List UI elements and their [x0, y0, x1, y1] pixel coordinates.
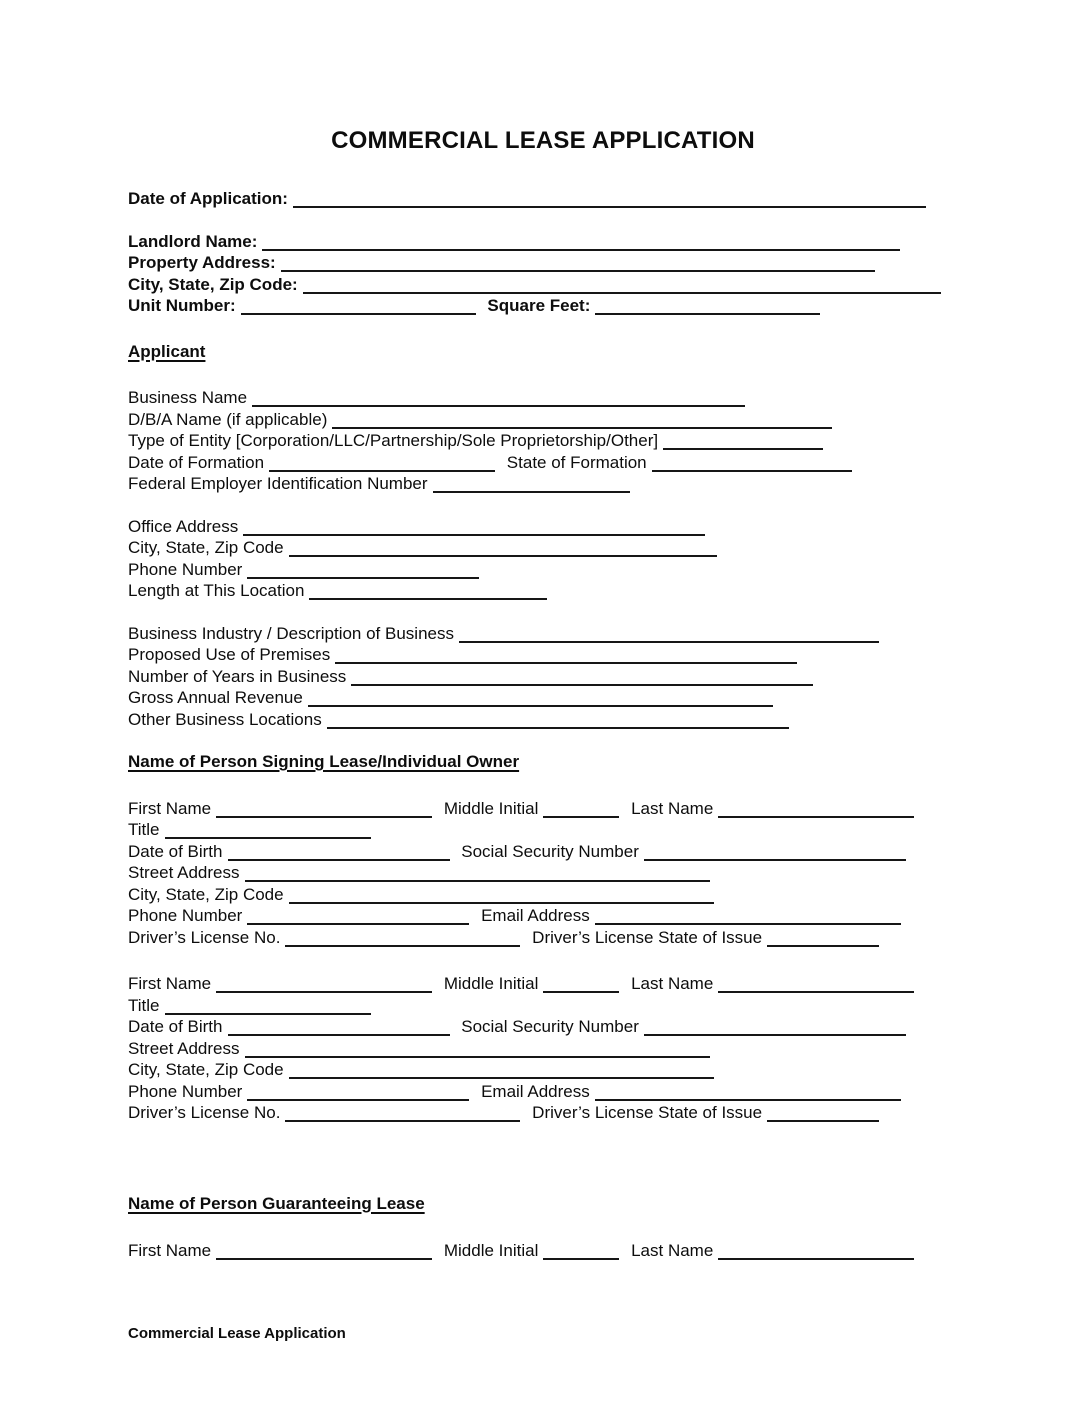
state-of-formation-label: State of Formation [506, 452, 647, 472]
row-years-in-business [128, 666, 1088, 688]
business-identity-group [128, 387, 1088, 495]
ssn-label: Social Security Number [461, 1017, 639, 1036]
length-at-location-label: Length at This Location [128, 581, 305, 600]
row-date-of-application [128, 188, 1088, 210]
signer2-ssn-line[interactable] [644, 1024, 906, 1036]
signer2-middle-initial-line[interactable] [543, 981, 619, 993]
signer1-title-line[interactable] [165, 827, 371, 839]
years-in-business-line[interactable] [351, 674, 813, 686]
landlord-name-line[interactable] [262, 239, 900, 251]
date-of-application-line[interactable] [293, 196, 926, 208]
city-state-zip-label: City, State, Zip Code [128, 1060, 284, 1079]
office-city-state-zip-line[interactable] [289, 545, 717, 557]
dl-no-label: Driver’s License No. [128, 1103, 281, 1122]
office-city-state-zip-label: City, State, Zip Code [128, 538, 284, 557]
signer1-last-name-line[interactable] [718, 806, 914, 818]
signer2-street-address-line[interactable] [245, 1046, 710, 1058]
business-name-label: Business Name [128, 388, 248, 407]
middle-initial-label: Middle Initial [443, 974, 539, 993]
row-signer1-phone-email [128, 905, 1088, 927]
guarantor-section [128, 1193, 1088, 1215]
first-name-label: First Name [128, 798, 212, 818]
length-at-location-line[interactable] [309, 588, 547, 600]
phone-label: Phone Number [128, 906, 243, 925]
signer-block-2 [128, 973, 1088, 1124]
row-property-address [128, 252, 1088, 274]
years-in-business-label: Number of Years in Business [128, 666, 347, 686]
guarantor-first-name-line[interactable] [216, 1248, 432, 1260]
office-group [128, 516, 1088, 602]
row-landlord-name [128, 231, 1088, 253]
signer2-date-of-birth-line[interactable] [228, 1024, 450, 1036]
date-of-formation-label: Date of Formation [128, 452, 265, 472]
unit-number-label: Unit Number: [128, 296, 236, 315]
other-locations-label: Other Business Locations [128, 709, 322, 729]
row-signer2-title [128, 995, 1088, 1017]
signer-heading: Name of Person Signing Lease/Individual Owner [128, 752, 520, 771]
footer-text: Commercial Lease Application [128, 1324, 346, 1342]
landlord-name-label: Landlord Name: [128, 231, 258, 251]
unit-number-line[interactable] [241, 303, 476, 315]
middle-initial-label: Middle Initial [443, 798, 539, 818]
date-of-birth-label: Date of Birth [128, 1017, 223, 1036]
date-of-application-label: Date of Application: [128, 189, 288, 208]
title-label: Title [128, 820, 160, 839]
row-business-industry [128, 623, 1088, 645]
page-footer [128, 1323, 1088, 1345]
row-office-city-state-zip [128, 537, 1088, 559]
row-signer2-dob-ssn [128, 1016, 1088, 1038]
row-other-locations [128, 709, 1088, 731]
email-label: Email Address [481, 1081, 590, 1101]
row-business-name [128, 387, 1088, 409]
signer2-email-line[interactable] [595, 1089, 901, 1101]
signer2-dl-state-line[interactable] [767, 1110, 879, 1122]
business-industry-label: Business Industry / Description of Business [128, 623, 454, 643]
dl-state-label: Driver’s License State of Issue [532, 1103, 763, 1122]
dl-no-label: Driver’s License No. [128, 927, 281, 947]
row-office-address [128, 516, 1088, 538]
first-name-label: First Name [128, 974, 212, 993]
street-address-label: Street Address [128, 1038, 240, 1058]
row-signer1-city-state-zip [128, 884, 1088, 906]
signer2-first-name-line[interactable] [216, 981, 432, 993]
row-city-state-zip [128, 274, 1088, 296]
office-phone-label: Phone Number [128, 559, 243, 579]
city-state-zip-label: City, State, Zip Code [128, 884, 284, 904]
page-title: COMMERCIAL LEASE APPLICATION [331, 127, 755, 154]
row-signer2-phone-email [128, 1081, 1088, 1103]
dl-state-label: Driver’s License State of Issue [532, 927, 763, 947]
row-signer2-city-state-zip [128, 1059, 1088, 1081]
row-signer2-drivers-license [128, 1102, 1088, 1124]
applicant-section [128, 341, 1088, 363]
row-signer1-name [128, 798, 1088, 820]
row-proposed-use [128, 644, 1088, 666]
federal-ein-line[interactable] [433, 481, 630, 493]
signer2-last-name-line[interactable] [718, 981, 914, 993]
signer2-title-line[interactable] [165, 1003, 371, 1015]
phone-label: Phone Number [128, 1081, 243, 1101]
landlord-property-group [128, 231, 1088, 317]
row-signer2-street-address [128, 1038, 1088, 1060]
guarantor-middle-initial-line[interactable] [543, 1248, 619, 1260]
business-name-line[interactable] [252, 395, 745, 407]
row-federal-ein [128, 473, 1088, 495]
signer-block-1 [128, 798, 1088, 949]
state-of-formation-line[interactable] [652, 460, 852, 472]
last-name-label: Last Name [631, 974, 714, 993]
office-phone-line[interactable] [247, 567, 479, 579]
row-gross-annual-revenue [128, 687, 1088, 709]
date-of-birth-label: Date of Birth [128, 841, 223, 861]
row-unit-square-feet [128, 295, 1088, 317]
row-length-at-location [128, 580, 1088, 602]
signer1-email-line[interactable] [595, 913, 901, 925]
last-name-label: Last Name [631, 1241, 714, 1260]
gross-annual-revenue-line[interactable] [308, 695, 773, 707]
signer1-dl-no-line[interactable] [285, 935, 520, 947]
row-dba-name [128, 409, 1088, 431]
proposed-use-label: Proposed Use of Premises [128, 645, 331, 664]
last-name-label: Last Name [631, 798, 714, 818]
square-feet-line[interactable] [595, 303, 820, 315]
other-locations-line[interactable] [327, 717, 789, 729]
ssn-label: Social Security Number [461, 841, 639, 861]
business-industry-line[interactable] [459, 631, 879, 643]
row-type-of-entity [128, 430, 1088, 452]
date-of-formation-line[interactable] [269, 460, 495, 472]
signer1-street-address-line[interactable] [245, 870, 710, 882]
signer2-city-state-zip-line[interactable] [289, 1067, 714, 1079]
dba-name-line[interactable] [332, 417, 832, 429]
type-of-entity-label: Type of Entity [Corporation/LLC/Partnership/Sole Proprietorship/Other] [128, 431, 659, 450]
office-address-line[interactable] [243, 524, 705, 536]
applicant-heading: Applicant [128, 341, 206, 361]
signer1-phone-line[interactable] [247, 913, 469, 925]
property-address-label: Property Address: [128, 253, 276, 272]
signer1-city-state-zip-line[interactable] [289, 892, 714, 904]
signer2-phone-line[interactable] [247, 1089, 469, 1101]
signer1-date-of-birth-line[interactable] [228, 849, 450, 861]
dba-name-label: D/B/A Name (if applicable) [128, 409, 328, 429]
middle-initial-label: Middle Initial [443, 1241, 539, 1260]
gross-annual-revenue-label: Gross Annual Revenue [128, 688, 303, 707]
type-of-entity-line[interactable] [663, 438, 823, 450]
signer1-first-name-line[interactable] [216, 806, 432, 818]
row-signer1-drivers-license [128, 927, 1088, 949]
office-address-label: Office Address [128, 516, 239, 536]
row-office-phone [128, 559, 1088, 581]
row-formation [128, 452, 1088, 474]
row-signer1-dob-ssn [128, 841, 1088, 863]
row-signer2-name [128, 973, 1088, 995]
street-address-label: Street Address [128, 863, 240, 882]
email-label: Email Address [481, 906, 590, 925]
business-description-group [128, 623, 1088, 731]
signer1-ssn-line[interactable] [644, 849, 906, 861]
signer1-middle-initial-line[interactable] [543, 806, 619, 818]
first-name-label: First Name [128, 1241, 212, 1260]
signer1-dl-state-line[interactable] [767, 935, 879, 947]
signer2-dl-no-line[interactable] [285, 1110, 520, 1122]
row-guarantor-name [128, 1240, 1088, 1262]
property-address-line[interactable] [281, 260, 875, 272]
row-signer1-title [128, 819, 1088, 841]
square-feet-label: Square Feet: [487, 296, 591, 315]
city-state-zip-line[interactable] [303, 282, 941, 294]
signer-section [128, 751, 1088, 773]
title-label: Title [128, 995, 160, 1015]
guarantor-heading: Name of Person Guaranteeing Lease [128, 1193, 425, 1213]
guarantor-last-name-line[interactable] [718, 1248, 914, 1260]
city-state-zip-label: City, State, Zip Code: [128, 274, 298, 294]
proposed-use-line[interactable] [335, 652, 797, 664]
row-signer1-street-address [128, 862, 1088, 884]
federal-ein-label: Federal Employer Identification Number [128, 474, 428, 493]
